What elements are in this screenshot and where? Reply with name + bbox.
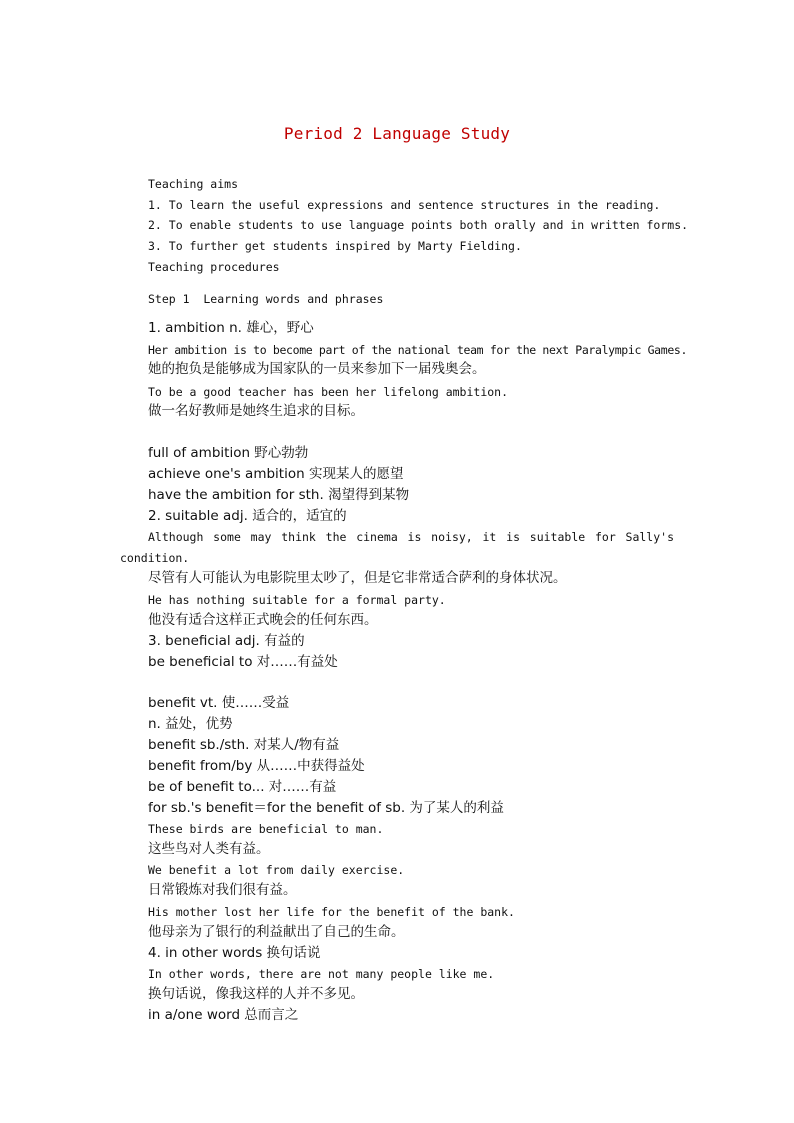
- phrase-item: in a/one word 总而言之: [148, 1007, 299, 1023]
- section-heading-teaching-procedures: Teaching procedures: [148, 260, 280, 274]
- vocab-item-in-other-words: 4. in other words 换句话说: [148, 945, 321, 961]
- vocab-item-beneficial: 3. beneficial adj. 有益的: [148, 633, 305, 649]
- example-sentence: In other words, there are not many people like me.: [148, 967, 495, 981]
- phrase-item: benefit sb./sth. 对某人/物有益: [148, 737, 340, 753]
- phrase-item: achieve one's ambition 实现某人的愿望: [148, 466, 404, 482]
- aim-3: 3. To further get students inspired by Marty Fielding.: [148, 239, 522, 253]
- vocab-item-suitable: 2. suitable adj. 适合的，适宜的: [148, 508, 347, 524]
- phrase-item: have the ambition for sth. 渴望得到某物: [148, 487, 410, 503]
- phrase-item: n. 益处，优势: [148, 716, 233, 732]
- aim-2: 2. To enable students to use language points both orally and in written forms.: [148, 218, 689, 232]
- example-sentence: He has nothing suitable for a formal party.: [148, 593, 446, 607]
- phrase-item: full of ambition 野心勃勃: [148, 445, 309, 461]
- example-sentence: Her ambition is to become part of the national team for the next Paralympic Games.: [148, 343, 688, 357]
- vocab-item-ambition: 1. ambition n. 雄心，野心: [148, 320, 314, 336]
- example-translation: 这些鸟对人类有益。: [148, 841, 270, 857]
- example-translation: 尽管有人可能认为电影院里太吵了，但是它非常适合萨利的身体状况。: [148, 570, 567, 586]
- example-sentence: His mother lost her life for the benefit of the bank.: [148, 905, 515, 919]
- phrase-item: benefit vt. 使……受益: [148, 695, 290, 711]
- example-sentence: To be a good teacher has been her lifelong ambition.: [148, 385, 509, 399]
- example-sentence: Although some may think the cinema is noisy, it is suitable for Sally's: [148, 530, 674, 544]
- page-title: Period 2 Language Study: [283, 124, 511, 143]
- example-translation: 做一名好教师是她终生追求的目标。: [148, 403, 364, 419]
- section-heading-teaching-aims: Teaching aims: [148, 177, 239, 191]
- phrase-item: be beneficial to 对……有益处: [148, 654, 338, 670]
- phrase-item: be of benefit to... 对……有益: [148, 779, 337, 795]
- example-sentence: We benefit a lot from daily exercise.: [148, 863, 405, 877]
- example-sentence-continued: condition.: [120, 551, 190, 565]
- example-sentence: These birds are beneficial to man.: [148, 822, 384, 836]
- phrase-item: benefit from/by 从……中获得益处: [148, 758, 365, 774]
- example-translation: 日常锻炼对我们很有益。: [148, 882, 297, 898]
- aim-1: 1. To learn the useful expressions and sentence structures in the reading.: [148, 198, 661, 212]
- example-translation: 换句话说，像我这样的人并不多见。: [148, 986, 364, 1002]
- phrase-item: for sb.'s benefit＝for the benefit of sb. 为了某人的利益: [148, 800, 504, 816]
- step-heading: Step 1 Learning words and phrases: [148, 292, 384, 306]
- example-translation: 他没有适合这样正式晚会的任何东西。: [148, 612, 378, 628]
- example-translation: 她的抱负是能够成为国家队的一员来参加下一届残奥会。: [148, 361, 486, 377]
- example-translation: 他母亲为了银行的利益献出了自己的生命。: [148, 924, 405, 940]
